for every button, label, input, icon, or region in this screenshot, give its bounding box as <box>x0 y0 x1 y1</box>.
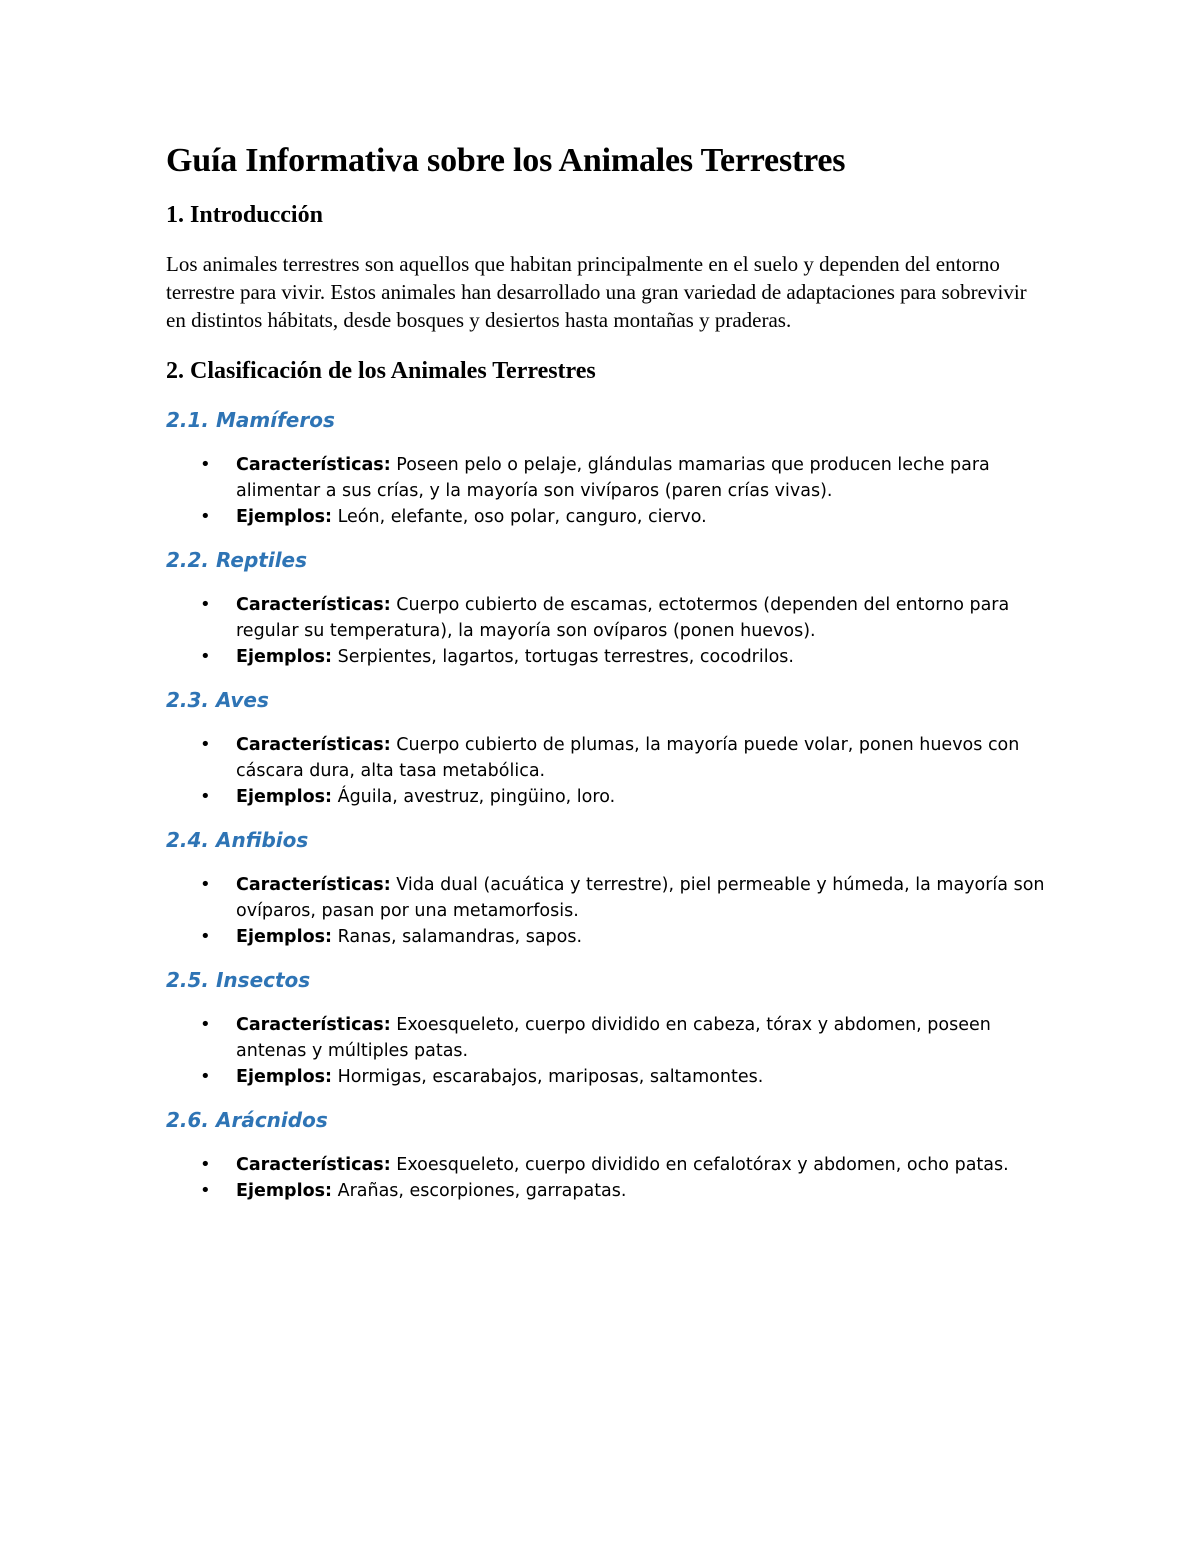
subsection-heading: 2.5. Insectos <box>166 968 311 992</box>
item-label: Ejemplos: <box>236 1181 333 1201</box>
list-item-ejemplos <box>166 504 1056 530</box>
bullet-icon: • <box>200 454 211 475</box>
bullet-icon: • <box>200 1180 211 1201</box>
item-text: León, elefante, oso polar, canguro, ciervo. <box>332 507 707 527</box>
item-text: Hormigas, escarabajos, mariposas, saltamontes. <box>332 1067 764 1087</box>
document-title: Guía Informativa sobre los Animales Terrestres <box>166 142 846 179</box>
item-text: Ranas, salamandras, sapos. <box>332 927 583 947</box>
list-item-ejemplos <box>166 644 1056 670</box>
item-text: Arañas, escorpiones, garrapatas. <box>332 1181 627 1201</box>
item-text: Poseen pelo o pelaje, glándulas mamarias que producen leche para alimentar a sus crías, y la mayoría son vivíparos (paren crías vivas). <box>236 455 990 501</box>
section-heading-clasificacion: 2. Clasificación de los Animales Terrestres <box>166 358 596 384</box>
item-label: Características: <box>236 1155 391 1175</box>
list-item-caracteristicas <box>166 732 1056 784</box>
subsection-anfibios <box>166 826 1046 950</box>
bullet-icon: • <box>200 506 211 527</box>
item-label: Ejemplos: <box>236 1067 333 1087</box>
subsection-aves <box>166 686 1046 810</box>
list-item-caracteristicas <box>166 872 1056 924</box>
item-label: Características: <box>236 1015 391 1035</box>
bullet-list <box>166 592 1046 670</box>
bullet-icon: • <box>200 594 211 615</box>
bullet-list <box>166 1012 1046 1090</box>
list-item-caracteristicas <box>166 1012 1056 1064</box>
subsection-insectos <box>166 966 1046 1090</box>
bullet-list <box>166 452 1046 530</box>
item-text: Águila, avestruz, pingüino, loro. <box>332 787 616 807</box>
subsection-heading: 2.4. Anfibios <box>166 828 309 852</box>
bullet-icon: • <box>200 1014 211 1035</box>
subsection-heading: 2.2. Reptiles <box>166 548 308 572</box>
list-item-ejemplos <box>166 1064 1056 1090</box>
list-item-caracteristicas <box>166 592 1056 644</box>
bullet-icon: • <box>200 646 211 667</box>
list-item-ejemplos <box>166 784 1056 810</box>
item-label: Ejemplos: <box>236 507 333 527</box>
list-item-ejemplos <box>166 924 1056 950</box>
bullet-icon: • <box>200 926 211 947</box>
bullet-list <box>166 872 1046 950</box>
subsection-heading: 2.3. Aves <box>166 688 269 712</box>
document-body <box>166 138 1046 1220</box>
list-item-caracteristicas <box>166 1152 1056 1178</box>
bullet-list <box>166 1152 1046 1204</box>
subsection-reptiles <box>166 546 1046 670</box>
bullet-icon: • <box>200 786 211 807</box>
item-label: Características: <box>236 455 391 475</box>
item-label: Ejemplos: <box>236 787 333 807</box>
subsection-heading: 2.6. Arácnidos <box>166 1108 328 1132</box>
bullet-icon: • <box>200 874 211 895</box>
bullet-icon: • <box>200 734 211 755</box>
item-label: Ejemplos: <box>236 647 333 667</box>
item-text: Exoesqueleto, cuerpo dividido en cefalotórax y abdomen, ocho patas. <box>390 1155 1009 1175</box>
subsection-aracnidos <box>166 1106 1046 1204</box>
item-text: Cuerpo cubierto de plumas, la mayoría puede volar, ponen huevos con cáscara dura, alta tasa metabólica. <box>236 735 1020 781</box>
item-label: Características: <box>236 875 391 895</box>
item-text: Vida dual (acuática y terrestre), piel permeable y húmeda, la mayoría son ovíparos, pasan por una metamorfosis. <box>236 875 1045 921</box>
item-label: Ejemplos: <box>236 927 333 947</box>
section-heading-introduccion: 1. Introducción <box>166 202 323 228</box>
bullet-icon: • <box>200 1154 211 1175</box>
intro-paragraph: Los animales terrestres son aquellos que habitan principalmente en el suelo y dependen del entorno terrestre para vivir. Estos animales han desarrollado una gran variedad de adaptaciones para sobrevivir en distintos hábitats, desde bosques y desiertos hasta montañas y praderas. <box>166 252 1027 332</box>
item-label: Características: <box>236 595 391 615</box>
item-text: Serpientes, lagartos, tortugas terrestres, cocodrilos. <box>332 647 794 667</box>
bullet-list <box>166 732 1046 810</box>
subsection-heading: 2.1. Mamíferos <box>166 408 335 432</box>
list-item-ejemplos <box>166 1178 1056 1204</box>
item-text: Cuerpo cubierto de escamas, ectotermos (dependen del entorno para regular su temperatura), la mayoría son ovíparos (ponen huevos). <box>236 595 1010 641</box>
bullet-icon: • <box>200 1066 211 1087</box>
subsection-mamiferos <box>166 406 1046 530</box>
item-label: Características: <box>236 735 391 755</box>
item-text: Exoesqueleto, cuerpo dividido en cabeza, tórax y abdomen, poseen antenas y múltiples patas. <box>236 1015 991 1061</box>
list-item-caracteristicas <box>166 452 1056 504</box>
